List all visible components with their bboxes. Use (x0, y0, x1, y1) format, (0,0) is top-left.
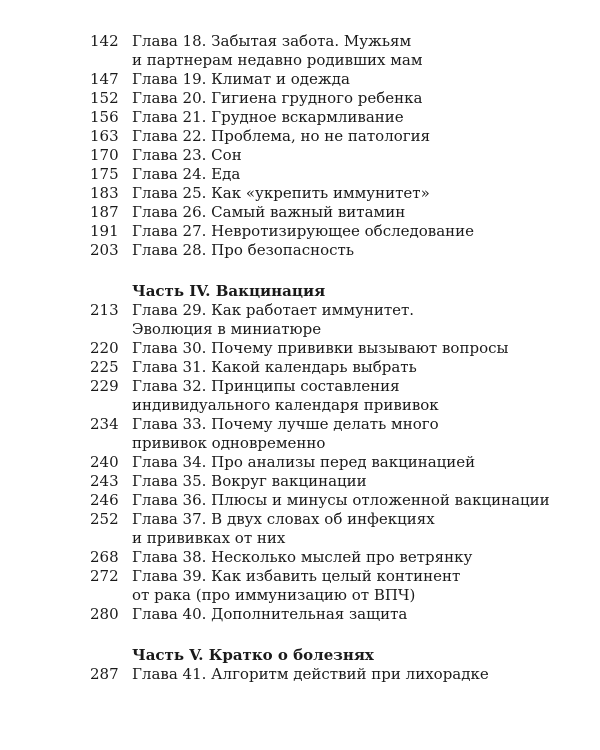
page-number: 234 (90, 415, 119, 433)
chapter-title-line: индивидуального календаря прививок (132, 396, 439, 414)
chapter-title-line: Глава 18. Забытая забота. Мужьям (132, 32, 412, 50)
chapter-title (132, 491, 560, 510)
page-number: 229 (90, 377, 119, 395)
toc-entry (90, 548, 560, 567)
chapter-title (132, 605, 560, 624)
toc-entry (90, 605, 560, 624)
page-number: 152 (90, 89, 119, 107)
chapter-title (132, 567, 560, 605)
toc-entry (90, 491, 560, 510)
chapter-title (132, 146, 560, 165)
chapter-title (132, 241, 560, 260)
page-number: 203 (90, 241, 119, 259)
chapter-title (132, 665, 560, 684)
toc-entry (90, 472, 560, 491)
chapter-title-line: Глава 22. Проблема, но не патология (132, 127, 431, 145)
chapter-title-line: Глава 19. Климат и одежда (132, 70, 350, 88)
page-number: 287 (90, 665, 119, 683)
chapter-title-line: Глава 32. Принципы составления (132, 377, 400, 395)
chapter-title (132, 203, 560, 222)
toc-entry (90, 510, 560, 548)
toc-entry (90, 415, 560, 453)
toc-entry (90, 146, 560, 165)
page-number: 175 (90, 165, 119, 183)
chapter-title-line: и прививках от них (132, 529, 286, 547)
chapter-title-line: Глава 35. Вокруг вакцинации (132, 472, 367, 490)
chapter-title (132, 165, 560, 184)
chapter-title (132, 472, 560, 491)
chapter-title-line: Глава 38. Несколько мыслей про ветрянку (132, 548, 473, 566)
chapter-title-line: Глава 20. Гигиена грудного ребенка (132, 89, 423, 107)
chapter-title-line: Глава 40. Дополнительная защита (132, 605, 408, 623)
page-number: 156 (90, 108, 119, 126)
chapter-title (132, 108, 560, 127)
chapter-title-line: и партнерам недавно родивших мам (132, 51, 423, 69)
page-number: 213 (90, 301, 119, 319)
chapter-title-line: Глава 36. Плюсы и минусы отложенной вакцинации (132, 491, 550, 509)
chapter-title-line: от рака (про иммунизацию от ВПЧ) (132, 586, 416, 604)
part-heading: Часть IV. Вакцинация (132, 282, 326, 300)
toc-entry (90, 665, 560, 684)
chapter-title-line: Глава 24. Еда (132, 165, 241, 183)
page-number: 191 (90, 222, 119, 240)
chapter-title-line: прививок одновременно (132, 434, 326, 452)
page-number: 252 (90, 510, 119, 528)
page-number: 170 (90, 146, 119, 164)
chapter-title-line: Глава 33. Почему лучше делать много (132, 415, 439, 433)
chapter-title-line: Глава 23. Сон (132, 146, 242, 164)
table-of-contents (90, 32, 560, 684)
toc-entry (90, 453, 560, 472)
page-number: 272 (90, 567, 119, 585)
chapter-title (132, 222, 560, 241)
toc-entry (90, 241, 560, 260)
page-number: 187 (90, 203, 119, 221)
page-number: 243 (90, 472, 119, 490)
toc-entry (90, 165, 560, 184)
chapter-title (132, 358, 560, 377)
toc-entry (90, 567, 560, 605)
chapter-title-line: Глава 28. Про безопасность (132, 241, 355, 259)
page-number: 220 (90, 339, 119, 357)
chapter-title-line: Эволюция в миниатюре (132, 320, 322, 338)
chapter-title (132, 548, 560, 567)
page-number: 225 (90, 358, 119, 376)
toc-entry (90, 89, 560, 108)
toc-entry (90, 377, 560, 415)
chapter-title (132, 127, 560, 146)
toc-entry (90, 127, 560, 146)
page-number: 240 (90, 453, 119, 471)
chapter-title (132, 70, 560, 89)
chapter-title-line: Глава 21. Грудное вскармливание (132, 108, 404, 126)
page-number: 268 (90, 548, 119, 566)
toc-entry (90, 184, 560, 203)
chapter-title-line: Глава 37. В двух словах об инфекциях (132, 510, 435, 528)
chapter-title (132, 339, 560, 358)
page-number: 142 (90, 32, 119, 50)
chapter-title-line: Глава 26. Самый важный витамин (132, 203, 406, 221)
chapter-title-line: Глава 27. Невротизирующее обследование (132, 222, 475, 240)
chapter-title-line: Глава 31. Какой календарь выбрать (132, 358, 417, 376)
chapter-title (132, 377, 560, 415)
chapter-title (132, 184, 560, 203)
part-heading: Часть V. Кратко о болезнях (132, 646, 374, 664)
chapter-title-line: Глава 34. Про анализы перед вакцинацией (132, 453, 476, 471)
chapter-title-line: Глава 41. Алгоритм действий при лихорадке (132, 665, 489, 683)
page-number: 246 (90, 491, 119, 509)
page-number: 183 (90, 184, 119, 202)
page-number: 147 (90, 70, 119, 88)
page-number: 280 (90, 605, 119, 623)
chapter-title (132, 510, 560, 548)
toc-entry (90, 358, 560, 377)
toc-entry (90, 70, 560, 89)
chapter-title-line: Глава 29. Как работает иммунитет. (132, 301, 415, 319)
chapter-title-line: Глава 30. Почему прививки вызывают вопросы (132, 339, 509, 357)
chapter-title-line: Глава 39. Как избавить целый континент (132, 567, 461, 585)
chapter-title (132, 89, 560, 108)
toc-entry (90, 222, 560, 241)
chapter-title (132, 415, 560, 453)
toc-entry (90, 203, 560, 222)
toc-entry (90, 301, 560, 339)
chapter-title (132, 453, 560, 472)
chapter-title-line: Глава 25. Как «укрепить иммунитет» (132, 184, 430, 202)
page-number: 163 (90, 127, 119, 145)
chapter-title (132, 301, 560, 339)
toc-entry (90, 108, 560, 127)
toc-entry (90, 339, 560, 358)
toc-entry (90, 32, 560, 70)
chapter-title (132, 32, 560, 70)
